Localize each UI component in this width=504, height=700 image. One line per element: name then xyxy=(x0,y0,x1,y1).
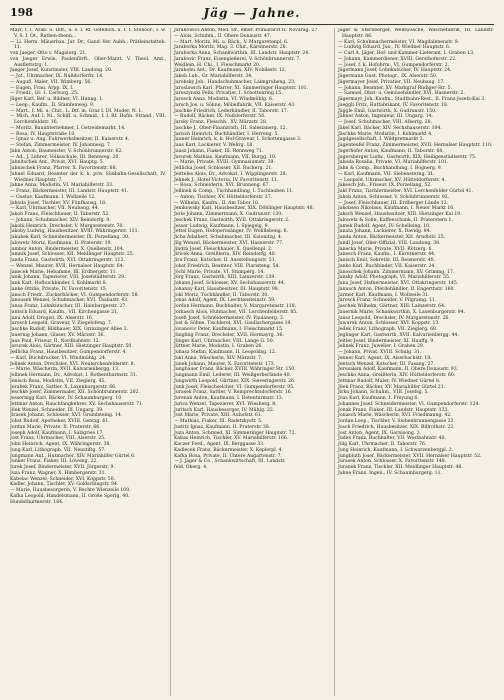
directory-entry: Jeitler Josef, Bindermeister, XI. Hauffg. 9. xyxy=(338,338,435,344)
page-number: 198 xyxy=(10,6,33,19)
directory-entry: — Li. Herm. Mäuerbau. Jar. Dr., Gand.-Ver. Aubh., Prätleinstatteb. 11. xyxy=(10,39,166,51)
directory-entry: Jonak Franz, Fiaker, III. Landstr. Hauptstr. 133. xyxy=(338,407,449,413)
directory-entry: Jambor Anton, Bindermeister, X. Quellenstr. 104. xyxy=(10,246,125,252)
directory-entry: Janoschek Johann, Zimmermann, XV. Grimmg. 17. xyxy=(338,269,455,275)
directory-entry: Jaksch Wenzel, Hausbesitzer, XIII. Hietzinger Kai 19. xyxy=(338,212,462,217)
directory-entry: Jakoby Ludwig, Hausbesitzer, XVIII. Währingerstr. 131. xyxy=(10,229,139,235)
directory-entry: Jamek Rudolf, Agent, IV. Schelleing. 10. xyxy=(338,223,431,229)
directory-entry: — Ludwig Eduard, Jus., IV. Wiedner Hauptstr. 6. xyxy=(338,45,451,51)
directory-entry: Juritsch Karl, Hausbesorger, IV. Mühlg. 22. xyxy=(174,407,275,413)
directory-entry: Jülg Karl, Uhrmacher, II. Taborstr. 76. xyxy=(338,442,427,447)
directory-entry: Jäkel Karl, Bäcker, XIV. Sechshauserstr. 104. xyxy=(338,125,442,131)
directory-entry: Jahne Anna, Modistin, VI. Mariahilferstr. 33. xyxy=(10,183,114,189)
directory-entry: Jost Anton, Agent, IX. Garnisong. 3. xyxy=(338,430,422,436)
directory-entry: Kabas Heinrich, Tischler, XV. Mariahilferstr. 166. xyxy=(174,436,289,442)
directory-entry: Jausz Leopold, Drechsler, IV. Margaretenstr. 26. xyxy=(338,315,450,321)
directory-entry: — Stefan, Zimmermeister, IV. Johannesg. 7. xyxy=(10,143,112,148)
directory-entry: — Marie, Private, XVIII. Gymnasiumstr. 39. xyxy=(174,160,275,166)
directory-entry: Jenner Karl, Agent, IX. Alserbachstr. 18. xyxy=(338,355,432,361)
directory-entry: Jakob Lub., Gr. Mariahilferstr. 34. xyxy=(174,74,253,79)
directory-entry: Janoch Friedr., Zuckerbäcker, VI. Gumpendorferstr. 58. xyxy=(10,292,139,298)
directory-entry: Jentsch Wenzel, Kutscher, III. Fasang. 27. xyxy=(338,361,435,367)
directory-entry: Jaraborka Moritz, Mag. 3. Chir., Kärntnerstr. 28. xyxy=(174,45,288,51)
directory-entry: Jerabek Franz, Sattler, X. Laxenburgerstr. 66. xyxy=(10,384,117,390)
directory-entry: — Johann, Kammerdiener, XVIII. Gersthoferstr. 22. xyxy=(338,56,457,62)
directory-entry: Jünger Karl, Uhrmacher, VIII. Lange G. 50. xyxy=(174,338,275,344)
directory-entry: Jilek Franz, Bäcker, XV. Mariahilfer Gürtel 21. xyxy=(338,384,446,390)
directory-entry: Jordan Leop., Tischler, V. Siebenbrunnengasse 33. xyxy=(338,419,455,424)
directory-entry: — Marie, Wäscherin, XVII. Kalvarienbergg. 13. xyxy=(10,367,120,373)
column-middle xyxy=(170,28,330,696)
directory-entry: Junker Franz, Fiaker, III. Löweng. 22. xyxy=(10,459,98,465)
directory-entry: — Mart. Moritz, Mi. u. Bäck., V. Margaretenpl. 6. xyxy=(174,39,289,45)
directory-entry: Jovanovic Peter, Kaufmann, I. Fleischmarkt 15. xyxy=(174,327,284,332)
directory-entry: Jilek Wenzel, Schneider, III. Ungarg. 39. xyxy=(10,407,104,413)
directory-entry: Jakob Franz, Fleischhauer, II. Taborstr. 52. xyxy=(10,212,110,217)
directory-entry: Jenisch Rosa, Modistin, VII. Zieglerg. 45. xyxy=(10,378,106,384)
directory-entry: Jöchl Marie, Private, VI. Stumperg. 14. xyxy=(174,269,265,275)
directory-entry: — Rosa, IV. Hauptstraße 10. xyxy=(10,131,76,137)
directory-entry: Jeitteles Alois, Dr., Advokat, I. Wipplingerstr. 28. xyxy=(174,171,288,177)
directory-entry: Johann Josef, Schlosser, XV. Sechshauserstr. 44. xyxy=(174,281,286,286)
directory-entry: Judex Franz, Buchhalter, VII. Westbahnstr. 40. xyxy=(338,436,446,442)
directory-entry: Jukl Anna, Wäscherin, XIV. Märzstr. 7. xyxy=(174,355,263,361)
directory-entry: Josch Friedrich, Hausbesitzer, XIX. Billrothstr. 22. xyxy=(338,424,455,430)
directory-entry: Jausz Johann, Fiaker, III. Rennweg 71. xyxy=(174,148,264,154)
directory-entry: Jantsch Eduard, Kaufm., VII. Kirchengasse 21. xyxy=(10,309,119,315)
directory-entry: Janusch Anton, Pferdehändler, II. Engerthstr. 160. xyxy=(338,286,455,292)
directory-entry: Jägermayer Josef, Privatier, VII. Neubaug. 17. xyxy=(338,79,445,85)
directory-entry: Jenikowsky Karl, Hausbesitzer, XIX. Döblinger Hauptstr. 48. xyxy=(174,206,315,212)
directory-entry: Jelinek Franz, Juwelier, I. Graben 29. xyxy=(338,344,425,350)
directory-entry: Jägermann Josef, Lohnkutscher, IV. Hauptstr. 24. xyxy=(338,68,452,74)
directory-entry: Just Marie, Private, XIII. Auhofstr. 61. xyxy=(174,413,263,419)
directory-entry: Justitz Ignaz, Kaufmann, II. Praterstr. 38. xyxy=(174,424,271,430)
column-left xyxy=(10,28,166,696)
directory-entry: Josefi Josef, Schneidermeister, IV. Paulanerg. 3. xyxy=(174,315,285,321)
directory-entry: Jettmar Anton, Rauchfangkehrer, XV. Sechshauserstr. 71. xyxy=(10,401,144,407)
directory-entry: — Leop., Kaufm., II. Sfamfenweg. 9. xyxy=(10,102,95,108)
directory-entry: Junek Johann, Maurer, X. Favoritenstr. 173. xyxy=(174,361,276,367)
directory-entry: — Augufl, Maler, VII. Wimberg. 56. xyxy=(10,79,92,85)
directory-entry: Jaus Paul, Friseur, II. Nordbahnstr. 12. xyxy=(10,338,101,344)
directory-entry: Kadlec Johann, Tischler, XV. Goldschlagstr. 94. xyxy=(10,482,119,488)
directory-entry: Jedlicka Josef, Schlosser, XII. Ruckerg. 21. xyxy=(174,166,273,171)
directory-entry: Janu Adolf, Drogist, IX. Alserstr. 16. xyxy=(10,315,94,321)
directory-entry: — Rosa, Schneiderin, XVI. Brunneng. 67. xyxy=(174,183,270,189)
directory-entry: Hundsthurmerstr. 184. xyxy=(10,499,64,505)
directory-entry: Jagdgesellschaft, I. Wildpretmarkt 3. xyxy=(338,137,424,143)
directory-entry: Jarosch Leopold, Graveur, V. Ziegelofeng. 7. xyxy=(10,321,113,327)
directory-entry: — Mart., f. Mi. u. Chir., L. Dtf. in. Graz I. Dl. Moder, N. 1. xyxy=(10,108,143,114)
directory-entry: Jellinek Hermann, Dr., Advokat, I. Rothenthurmstr. 31. xyxy=(10,373,138,378)
directory-entry: Jaschke Rudolf, Bildhauer, XIX. Grinzinger Allee 3. xyxy=(10,327,128,332)
directory-entry: Jaschke Friedrich, Lederhändler, II. Taborstr. 17. xyxy=(174,108,289,114)
directory-entry: Jonasch Marie, Wäscherin, XVI. Friedmanng. 42. xyxy=(338,413,452,419)
directory-entry: Jägermann Gust. Photogr., IX. Alserstr. 50. xyxy=(338,74,438,79)
directory-entry: Juhn Heinrich, Agent, IX. Währingerstr. 38. xyxy=(10,442,111,447)
directory-entry: Jurenak Anton, Kaufmann, I. Rotenturmstr. 13. xyxy=(174,396,284,401)
directory-entry: Jank Karl, Hofbuchbinder, I. Kohlmarkt 8. xyxy=(10,281,108,286)
directory-entry: Janecka Marie, Private, XVII. Rötzerg. 6. xyxy=(338,246,433,252)
directory-entry: Jiricek Anna, Greißlerin, XIV. Reindorfg. 40. xyxy=(174,252,277,258)
directory-entry: — Ignaz u. Aug. Fuhrwerksbesitzer, II. Kaiserstr. 4. xyxy=(10,137,130,143)
directory-entry: Jobst Rudolf, Apotheker, XVIII. Gentzg. 61. xyxy=(10,419,110,424)
directory-entry: — Franz, Bäckermeister, III. Landstr. Hauptstr. 41. xyxy=(10,189,129,194)
directory-entry: Jeschke Josef, Zimmermaler, XII. Schönbrunnerstr. 202. xyxy=(10,390,140,396)
directory-entry: — Wilhelm, Kaufm., II. Am Tabor 10. xyxy=(174,200,260,206)
directory-entry: Jüttner Marie, Modistin, I. Graben 26. xyxy=(174,344,263,350)
directory-entry: Jahn Anton, Baumeister, V. Schönbrunnerstr. 62. xyxy=(10,148,123,154)
directory-entry: Jäger Karl, Bef. u. Bildner, VI. Hanng. 1. xyxy=(10,97,104,102)
directory-entry: Jakubek Karl, Schneidermeister, IX. Porzellang. 30. xyxy=(10,235,130,240)
directory-entry: Weidlein, H. Chi., I. Fleischmarkt 20. xyxy=(174,62,261,68)
directory-entry: Jost Franz, Uhrmacher, VIII. Alserstr. 25. xyxy=(10,436,106,442)
directory-entry: Janisch Emil, Sekretär, III. Reisnerstr. 40. xyxy=(338,258,436,263)
directory-entry: Jaschek Wilhelm, Gärtner, XIII. Lainzerstr. 64. xyxy=(338,304,446,309)
directory-entry: Jarsky Franz, Fleischh., XV. Märzstr. 28. xyxy=(174,120,268,125)
directory-entry: Jörg Franz, Gastwirth, XIII. Lainzerstr. 139. xyxy=(174,275,276,281)
directory-entry: Jirasek Johann, Schlosser, XVI. Grundsteing. 14. xyxy=(10,413,123,419)
directory-entry: Jahn & Comp., Buchhandlung, I. Bognerg. 9. xyxy=(338,166,443,171)
directory-entry: Jicha Adalbert, Schuhmacher, III. Kolonitzg. 4. xyxy=(174,235,283,240)
directory-entry: — Anton, Tischler, XV. Hütteldorferstr. 27. xyxy=(174,194,273,200)
directory-entry: Jungbluth Josef, Bäckermeister, XVII. Hernalser Hauptstr. 52. xyxy=(338,453,482,459)
directory-entry: — Alois, Schuhm., II. Obere Donaustr. 47. xyxy=(174,33,272,39)
directory-entry: Jungwirth Leopold, Gärtner, XIX. Sieveringerstr. 26. xyxy=(174,378,296,384)
directory-entry: Jäggle Emil, Gastwirth, X. Gudrunstr. 150. xyxy=(338,108,437,114)
directory-entry: Jahoda Rosalia, Private, VI. Mariahilferstr. 101. xyxy=(338,160,449,166)
directory-entry: Janousek Wenzel, Schuhmacher, XVI. Thaliastr. 43. xyxy=(10,298,129,304)
directory-entry: Jagersberger Ludw., Gastwirth, XIX. Heiligenstädterstr. 75. xyxy=(338,154,477,160)
directory-entry: Jarabohu Ant., Dr. Kaufmann, XIV. Nobilestr. 12. xyxy=(174,68,287,74)
directory-entry: Jägermayr, Joh. Kaufm., Stadtbahn-Rest., II. Franz-Josefs-Kai 3. xyxy=(338,97,486,102)
directory-entry: — Johann, Schuhmacher, XIV. Reindorfg. 9. xyxy=(10,217,111,223)
directory-entry: Jerusalem Adolf, Kaufmann, II. Obere Donaustr. 93. xyxy=(338,367,459,373)
directory-entry: Junk Josef, Fleischselcher, VI. Gumpendorferstr. 95. xyxy=(174,384,295,390)
directory-entry: — J. Jäger & Co., Schankwirtschaft, III. Landstr. xyxy=(174,459,286,465)
directory-entry: Jakesch Joh., Friseur, IX. Porzellang. 52. xyxy=(338,183,432,189)
directory-entry: Jahnitschek Ant., Privat, XVI. Hauptg. 5. xyxy=(10,160,105,166)
directory-entry: Mayr, t. I. Arab. u. Diff., u. o. I. Rf. Gefellich. u. t. t. Stenoor., I. w. V. S. I. Ot., Rathen-tbenn... xyxy=(10,28,166,39)
directory-entry: Janda Franz, Gastwirth, XVI. Ottakringerstr. 112. xyxy=(10,258,125,263)
directory-entry: Jalowetz & Sohn, Kaffeeschank, II. Praterstern 1. xyxy=(338,217,453,223)
directory-entry: Janesch Franz, Kaufm., I. Kärntnerstr. 44. xyxy=(338,252,436,258)
directory-entry: Jagerhofer Anton, Kaufmann, II. Taborstr. 68. xyxy=(338,148,444,154)
directory-entry: Jarmer Karl, Kaufmann, I. Wollzeile 31. xyxy=(338,292,430,298)
directory-entry: — Karl, Schuhmachermeister, VI. Magdalenenstr. 9. xyxy=(338,39,460,45)
directory-entry: Jilg Wenzel, Bäckermeister, XVI. Hasnerstr. 77. xyxy=(174,240,284,246)
directory-entry: Jettel Eugen, Hofopernsänger, IV. Wohllebeng. 6. xyxy=(174,229,289,235)
directory-entry: Jungbauer Franz, Bäcker, XVIII. Währinger Str. 150. xyxy=(174,367,296,373)
directory-entry: Janko Karl, Buchbinder, VII. Kaiserstr. 24. xyxy=(338,263,436,269)
directory-entry: Jerie Johann, Zimmermann, X. Gudrunstr. 130. xyxy=(174,212,283,217)
directory-entry: Jedek Franz, Lithograph, VII. Zieglerg. 68. xyxy=(338,327,438,332)
directory-entry: Jawurek Anton, Schlosser, XVI. Koppstr. 13. xyxy=(338,321,440,327)
directory-entry: Jonas Adolf, Agent, IX. Liechtensteinstr. 59. xyxy=(174,298,276,304)
directory-entry: Jandl Josef, Ober-Offizial, VIII. Laudong. 38. xyxy=(338,240,441,246)
directory-entry: Juranek Franz, Tischler, XII. Meidlinger Hauptstr. 48. xyxy=(338,465,463,470)
directory-entry: — Johann, Privat, XVIII. Schulg. 31. xyxy=(338,350,422,355)
directory-entry: Jahne Franz, Ingen., IV. Schaumburgerg. 11. xyxy=(338,470,442,476)
directory-entry: Jung Karl, Lithograph, VII. Neustiftg. 57. xyxy=(10,447,106,453)
directory-entry: — Johann, Beamter, XV. Markgraf Rüdiger-Str. 5. xyxy=(338,85,452,91)
directory-entry: Janke Ottilie, Private, IV. Favoritenstr. 15. xyxy=(10,286,108,292)
directory-entry: von Jaeger. Otto v. Magalorg. 21. xyxy=(10,51,87,56)
columns xyxy=(10,28,494,696)
directory-entry: — Rudolf, Bäcker, IX. Nußdorferstr. 56. xyxy=(174,114,266,120)
directory-entry: Juhasz Stefan, Kaufmann, II. Leopoldsg. 12. xyxy=(174,350,277,355)
directory-entry: Janu Josef, Hafnermeister, XVI. Ottakringerstr. 145. xyxy=(338,281,459,286)
directory-entry: Jakobsen Nikolaus, Kaufmann, I. Neuer Markt 16. xyxy=(338,206,455,212)
directory-entry: Jarosch Anna, Modistin, VI. Windmühlg. 8. xyxy=(174,97,274,102)
directory-entry: — Carl A. Jäger, Hof- und Kammer-Lieferant, I. Graben 13. xyxy=(338,51,475,56)
directory-entry: Jurasek Anton, Schlosser, X. Favoritenstr. 148. xyxy=(338,459,447,465)
directory-entry: Jordan Hermann, Buchhalter, V. Margaretenstr. 118. xyxy=(174,304,297,309)
directory-entry: — Mich. Auf. l. Ni., Schiff. u. Schmid., f. I. Rf. Hofm. Strand., VIII. Lerchenfeldstr. 16. xyxy=(10,114,166,125)
directory-entry: Jaraborka Anna, Schankwirthin, III. Landstr. Hauptstr. 24. xyxy=(174,51,310,56)
directory-entry: — Karl, Kaufmann, VII. Siebensterng. 31. xyxy=(338,171,435,177)
directory-entry: — Josef, Fleischhauer, III. Erdberger Lände 12. xyxy=(338,200,449,206)
directory-entry: Juza Anton, Schmied, XI. Simmeringer Hauptstr. 72. xyxy=(174,430,296,436)
directory-entry: Jung Heinrich, Kaufmann, I. Schwarzenbergpl. 2. xyxy=(338,447,454,453)
directory-entry: Jansa Franz, Lohnkutscher, III. Hainburgerstr. 27. xyxy=(10,304,127,309)
directory-entry: — Friedr., Gr. 1. Cerburg. 25. xyxy=(10,91,79,97)
directory-entry: Kabelac Wenzel, Schneider, XVI. Koppstr. 50. xyxy=(10,476,116,482)
directory-entry: Kafka Leopold, Handelsmann, II. Große Sperlg. 40. xyxy=(10,493,130,499)
directory-entry: feld, Oberg. 4. xyxy=(174,465,208,470)
directory-entry: Jelinek Anton, Drechsler, XVI. Neulerchenfelderstr. 8. xyxy=(10,361,136,367)
directory-entry: — Ad., J. Lehrer, Volksschule, III. Rennweg. 20. xyxy=(10,154,120,160)
directory-entry: Janata Johann, Lackierer, X. Davidg. 84. xyxy=(338,229,432,235)
directory-entry: — Josef, Schuhmacher, VIII. Albertg. 28. xyxy=(338,120,433,125)
directory-entry: — Leopold, Uhrmacher, XV. Hütteldorferstr. 4. xyxy=(338,177,446,183)
directory-entry: Jeglinger Karl, Gastwirth, XVII. Kalvarienbergg. 44. xyxy=(338,332,459,338)
directory-entry: Jordan Marie, Private, II. Praterstr. 66. xyxy=(10,424,101,430)
directory-entry: Janda Anton, Bäckermeister, XII. Arndtstr. 25. xyxy=(338,235,446,240)
directory-entry: Jeschko Anna, Greißlerin, XIV. Hütteldorferstr. 60. xyxy=(338,373,456,378)
directory-entry: Kadlecek Franz, Bäckermeister, X. Keplerpl. 4. xyxy=(174,447,283,453)
directory-entry: Joas Karl, Kaufmann, I. Freyung 6. xyxy=(338,396,419,401)
directory-entry: — Gustav, Kaufmann, I. Wollzeile 12. xyxy=(10,194,96,200)
directory-entry: Javurek Alois, Gärtner, XIII. Hietzinger Hauptstr. 50. xyxy=(10,344,133,350)
directory-entry: Jakob Anton, Schlosser, V. Schönbrunnerstr. 92. xyxy=(338,194,450,200)
directory-entry: Jarabowics Anton, Med. Dr., emer. Primararzt II. Novarag. 27. xyxy=(174,28,319,33)
directory-entry: Jahnischek Franz, Pfarrer, X. Favoritenstr. 88. xyxy=(10,166,117,171)
directory-entry: — Mathias, Fiaker, III. Radetzkystr. 5. xyxy=(174,419,263,424)
directory-entry: Jedlicka Franz, Hausbesitzer, Gumpendorferstr. 4. xyxy=(10,350,127,355)
page-header xyxy=(10,6,494,24)
directory-entry: Jurasek Franz, Sattler, V. Reinprechtsdorferstr. 16. xyxy=(174,390,293,396)
column-right xyxy=(334,28,494,696)
directory-entry: Jettmar Rudolf, Maler, IV. Wiedner Gürtel 8. xyxy=(338,378,441,384)
directory-entry: Jurek Josef, Bindermeister, XVII. Jörgerstr. 9. xyxy=(10,465,115,470)
directory-entry: Jaeger Josef, Kunstmaler, VIII. Laudong. 20. xyxy=(10,68,113,74)
directory-entry: von Jaeger Erwin, Paulenförft., Ober-Marzt. V. Theol. Amt., Ausflettstrg. 1. xyxy=(10,56,166,68)
directory-entry: — Jof., Uhrmacher, IX. Nußdorferftr. 14. xyxy=(10,74,104,79)
directory-entry: Javurek Mathias, Kaufmann, VII. Burgg. 10. xyxy=(174,154,277,160)
directory-entry: Jahnel Eduard, Beamter der k. k. priv. Südbahn-Gesellschaft, IV. Wiedner Hauptstr. 7. xyxy=(10,171,166,183)
directory-entry: Jaus Karl, Lackierer, V. Wehrg. 18. xyxy=(174,143,254,148)
directory-entry: Jirku Johann, Schuhm., VIII. Josefsg. 5. xyxy=(338,390,429,396)
directory-entry: — Eugen, Frau, Arpp. IX, I. xyxy=(10,85,74,91)
directory-entry: Johannes Josef, Schneidermeister, VI. Gumpendorferstr. 124. xyxy=(338,401,480,407)
directory-entry: Jaroslawich Karl, Pfarrer, XI. Simmeringer Hauptstr. 101. xyxy=(174,85,309,91)
directory-entry: Jesser Ludwig, Kaufmann, I. Spiegelg. 9. xyxy=(174,223,270,229)
directory-entry: Jakl Franz, Tischlermeister, XVI. Lerchenfelder Gürtel 41. xyxy=(338,189,473,194)
directory-entry: Jarisch Heinrich, Buchhändler, I. Herreng. 5. xyxy=(174,131,279,137)
directory-entry: Jindra Josef, Fleischhauer, X. Quellenpl. 2. xyxy=(174,246,273,252)
directory-entry: Jokl Moriz, Tuchhändler, II. Taborstr. 30. xyxy=(174,292,269,298)
directory-entry: Jiru Franz, Kutscher, II. Ausstellungsstr. 51. xyxy=(174,258,277,263)
directory-entry: Jarsch Jos. u. Söhne, Möbelfabrik, VII. Kaiserstr. 43. xyxy=(174,102,296,108)
directory-entry: Jaeggli Fritz, Hutfabrikant, IV. Favoritenstr. 18. xyxy=(338,102,449,108)
directory-entry: — Samuel, Obst- u. Gemüsehändler, XVI. Hasnerstr. 2. xyxy=(338,91,465,97)
directory-entry: Jähner Anton, Ingenieur, III. Ungarg. 14. xyxy=(338,114,434,120)
directory-entry: Jobst Friedrich, Beamter, VIII. Piaristeng. 54. xyxy=(174,263,280,269)
directory-entry: Jeschek Franz, Gastwirth, XVII. Ottakringerstr. 2. xyxy=(174,217,290,223)
directory-entry: Jagenteufel Franz, Zimmermeister, XVII. Hernalser Hauptstr. 110. xyxy=(338,143,493,148)
directory-entry: Kafka Rosa, Private, II. Untere Augartenstr. 7. xyxy=(174,453,282,459)
directory-entry: Jarobsky Joh., Handschuhmacher, Laimgrubeng. 23. xyxy=(174,79,296,85)
directory-entry: Jaroszynski Felix, Privatier, I. Schottenring 15. xyxy=(174,91,283,97)
directory-entry: Jauernik Marie, Schankwirthin, X. Laxenburgerstr. 94. xyxy=(338,309,466,315)
directory-entry: Jäger & Sternberger, Weißwäsche, Wäschefabrik, III. Landstr. Hauptstr. 86. xyxy=(338,28,494,39)
directory-entry: Jarabovic Franz, Eisengießerei, V. Schönbrunnerstr. 7. xyxy=(174,56,301,62)
directory-entry: — Moritz, Bauunternehmer, I. Getreidemarkt. 14. xyxy=(10,125,126,131)
directory-entry: Jurica Wenzel, Tapezierer, XVI. Wiesberg. 8. xyxy=(174,401,277,407)
directory-entry: — Karl, Uhrmacher, VII. Neubaug. 44. xyxy=(10,206,100,212)
directory-entry: — Josef, f. k. Hofuhrm., VI. Gumpendorferstr. 2. xyxy=(338,62,450,68)
directory-entry: Kaczer Ferd., Agent, IX. Berggasse 33. xyxy=(174,442,265,447)
directory-entry: Jessernigg Karl, Bäcker, IV. Schaumburgerg. 10. xyxy=(10,396,123,401)
directory-entry: Jakobi Heinrich, Drechsler, V. Margaretenstr. 70. xyxy=(10,223,124,229)
directory-entry: Jelinek J., Hotel Victoria, IV. Favoritenstr. 11. xyxy=(174,177,279,183)
directory-entry: Jüngling Franz, Drechsler, XVII. Hormayrg. 36. xyxy=(174,332,284,338)
directory-entry: Jellinek & Comp., Tuchhandlung, I. Tuchlauben 11. xyxy=(174,189,294,194)
directory-entry: Jauernig Johann, Glaser, XV. Märzstr. 36. xyxy=(10,332,105,338)
directory-entry: Jäschke Marie, Modistin, I. Kohlmarkt 4. xyxy=(338,131,433,137)
directory-entry: — Marie, Hausbesorgerin, V. Rechte Wienzeile 109. xyxy=(10,488,131,493)
directory-entry: Johanny Karl, Hausbesitzer, III. Hauptstr. 98. xyxy=(174,286,280,292)
directory-entry: Janik Johann, Tapezierer, VIII. Josefstädterstr. 29. xyxy=(10,275,126,281)
directory-entry: Jauner Heinrich, k. k. Hof-Graveur, I. Schottengasse 3. xyxy=(174,137,302,143)
directory-entry: — Wenzel, Maurer, XVII. Hernalser Hauptstr. 64. xyxy=(10,263,125,269)
directory-entry: Jaschke J., Ober-Finanzrath, III. Salesianerg. 12. xyxy=(174,125,287,131)
directory-entry: Jungmann Ant., Hutmacher, XIV. Mariahilfer Gürtel 6. xyxy=(10,453,136,459)
running-head: Jäg — Jahne. xyxy=(203,6,301,20)
directory-entry: Jamnik Josef, Schlosser, XII. Meidlinger Hauptstr. 25. xyxy=(10,252,135,258)
directory-entry: — Karl, Buchdrucker, VI. Windmühlg. 24. xyxy=(10,355,107,361)
directory-entry: Jost & Söhne, Tischlerei, XVI. Gaullachergasse 19. xyxy=(174,321,292,327)
directory-entry: Jahoda Josef, Tischler, XV. Fünfhausg. 18. xyxy=(10,200,107,206)
directory-entry: Joseph Adolf, Kaufmann, I. Salzgries 17. xyxy=(10,430,104,436)
directory-entry: Jalowetz Moriz, Kaufmann, II. Praterstr. 19. xyxy=(10,240,112,246)
header-rule xyxy=(10,24,494,25)
directory-entry: Jansky Adolf, Photograph, VI. Mariahilferstr. 55. xyxy=(338,275,451,281)
directory-entry: Jorkasch Alois, Hutmacher, VII. Lerchenfelderstr. 85. xyxy=(174,309,298,315)
directory-entry: Jarosch Franz, Schneider, V. Pilgramg. 11. xyxy=(338,298,437,304)
directory-entry: Jungmann Emil, Lederer, III. Weißgerberlände 40. xyxy=(174,373,291,378)
directory-entry: Janecek Marie, Hebamme, III. Erdbergstr. 11. xyxy=(10,269,118,275)
directory-entry: Juza Franz, Wagner, X. Himbergerstr. 31. xyxy=(10,470,106,476)
